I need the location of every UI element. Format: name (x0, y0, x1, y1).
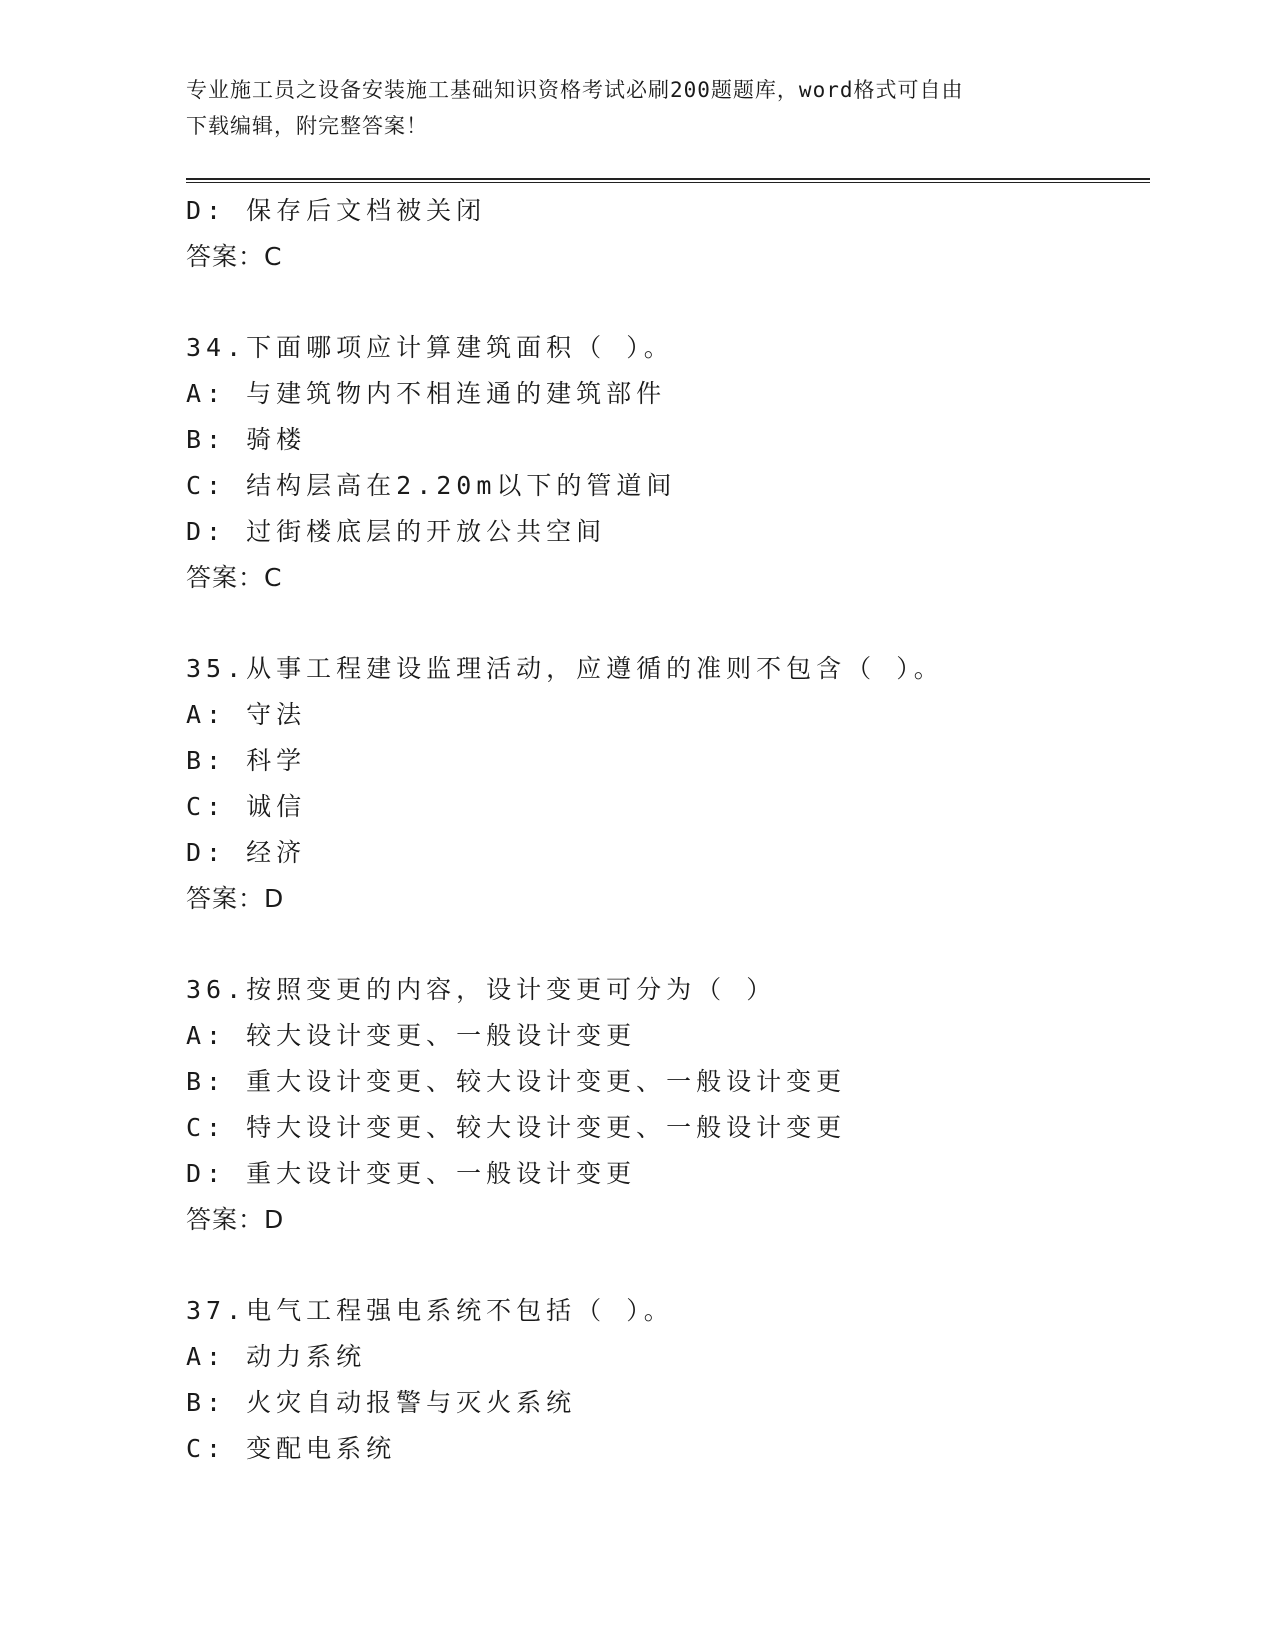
option-a: A: 守法 (186, 700, 307, 729)
question-stem: 34.下面哪项应计算建筑面积（ ）。 (186, 333, 674, 362)
option-a: A: 与建筑物内不相连通的建筑部件 (186, 379, 667, 408)
spacer (186, 280, 1150, 325)
answer-line: 答案：D (186, 884, 285, 913)
option-d: D: 过街楼底层的开放公共空间 (186, 517, 607, 546)
header-divider-thin (186, 182, 1150, 183)
header-title-line-2: 下载编辑，附完整答案！ (186, 114, 428, 138)
previous-question-answer: 答案：C (186, 242, 283, 271)
question-36 (186, 967, 1150, 1243)
question-34 (186, 325, 1150, 601)
spacer (186, 922, 1150, 967)
question-stem: 36.按照变更的内容，设计变更可分为（ ） (186, 975, 777, 1004)
option-d: D: 经济 (186, 838, 307, 867)
question-stem: 37.电气工程强电系统不包括（ ）。 (186, 1296, 674, 1325)
option-a: A: 较大设计变更、一般设计变更 (186, 1021, 637, 1050)
spacer (186, 1243, 1150, 1288)
question-37 (186, 1288, 1150, 1472)
answer-line: 答案：D (186, 1205, 285, 1234)
option-d: D: 重大设计变更、一般设计变更 (186, 1159, 637, 1188)
option-c: C: 诚信 (186, 792, 307, 821)
header-title-line-1: 专业施工员之设备安装施工基础知识资格考试必刷200题题库，word格式可自由 (186, 78, 964, 102)
header-divider-thick (186, 178, 1150, 180)
option-a: A: 动力系统 (186, 1342, 367, 1371)
option-b: B: 骑楼 (186, 425, 307, 454)
option-c: C: 结构层高在2.20m以下的管道间 (186, 471, 677, 500)
document-header (186, 72, 1066, 144)
question-stem: 35.从事工程建设监理活动，应遵循的准则不包含（ ）。 (186, 654, 944, 683)
previous-question-option-d: D: 保存后文档被关闭 (186, 196, 487, 225)
spacer (186, 601, 1150, 646)
question-content (186, 188, 1150, 1472)
option-c: C: 特大设计变更、较大设计变更、一般设计变更 (186, 1113, 847, 1142)
question-35 (186, 646, 1150, 922)
option-b: B: 科学 (186, 746, 307, 775)
answer-line: 答案：C (186, 563, 283, 592)
option-c: C: 变配电系统 (186, 1434, 397, 1463)
option-b: B: 火灾自动报警与灭火系统 (186, 1388, 577, 1417)
option-b: B: 重大设计变更、较大设计变更、一般设计变更 (186, 1067, 847, 1096)
